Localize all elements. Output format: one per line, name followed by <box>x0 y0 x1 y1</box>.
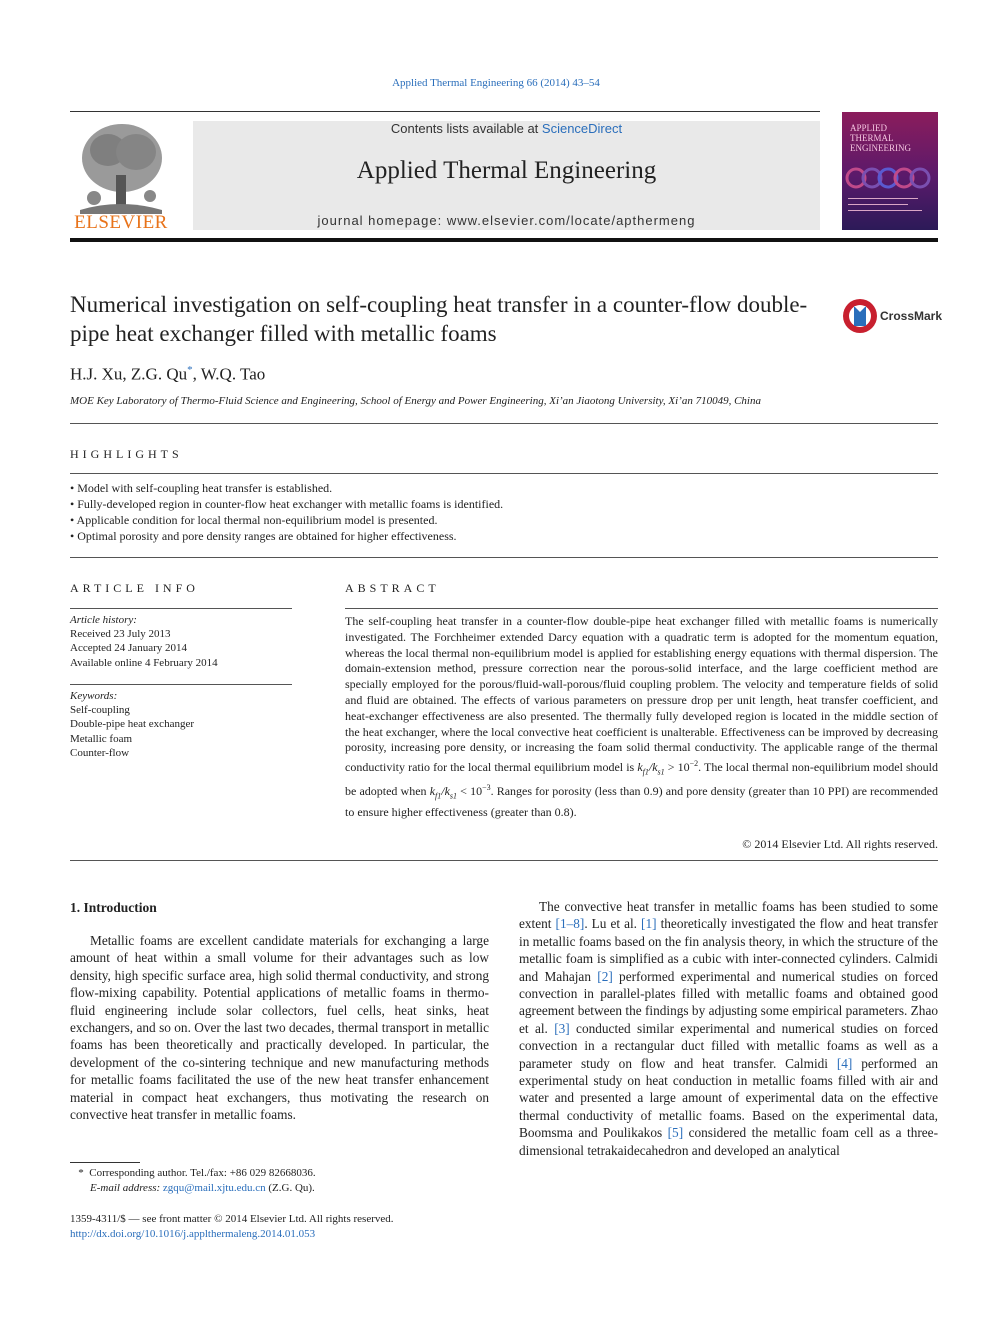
body-text: The convective heat transfer in metallic foams has been studied to some extent <box>519 899 938 932</box>
ratio-k-num-sub: f1 <box>642 767 649 777</box>
ratio-k-den: /k <box>648 760 658 775</box>
abstract-heading: ABSTRACT <box>345 581 440 595</box>
journal-cover-image <box>842 112 938 230</box>
journal-masthead <box>193 121 820 230</box>
article-info-heading: ARTICLE INFO <box>70 581 199 595</box>
email-label: E-mail address: <box>90 1182 163 1194</box>
email-link[interactable]: zgqu@mail.xjtu.edu.cn <box>162 1182 266 1194</box>
journal-name: Applied Thermal Engineering <box>356 157 657 184</box>
footnote-corresponding <box>70 1166 490 1196</box>
ratio-k-num: k <box>429 784 436 799</box>
ratio-k-num-sub: f1 <box>435 791 442 801</box>
body-text: . Lu et al. <box>584 916 642 932</box>
cover-graphic <box>842 112 938 230</box>
sciencedirect-link[interactable]: ScienceDirect <box>541 121 623 136</box>
divider <box>70 423 938 424</box>
cover-title-line: ENGINEERING <box>850 143 911 153</box>
reference-link[interactable]: [5] <box>667 1125 684 1141</box>
ratio-k-den: /k <box>441 784 450 799</box>
intro-paragraph: Metallic foams are excellent candidate materials for exchanging a large amount of heat within a small volume for their advantages such as low density, high specific surface area, high solid thermal conductivity, and strong flow-mixing capability. Potential applications of metallic foams in thermo-fluid engineering include solar collectors, fuel cells, heat sinks, heat exchangers, and so on. Over the last two decades, thermal transport in metallic foams has been theoretically and practically developed. In particular, the development of the co-sintering technique and new manufacturing methods for metallic foams facilitated the use of the new heat transfer enhancement material in compact heat exchangers, thus motivating the research on convective heat transfer in metallic foams. <box>70 933 489 1123</box>
history-received: Received 23 July 2013 <box>70 628 171 641</box>
highlight-text: Fully-developed region in counter-flow heat exchanger with metallic foams is identified. <box>77 497 504 511</box>
highlight-text: Applicable condition for local thermal non-equilibrium model is presented. <box>76 513 438 527</box>
ratio-k-num: k <box>637 760 643 775</box>
body-text: performed an experimental study on heat conduction in metallic foams filled with air and water and presented a large amount of experimental data on the effective thermal conductivity of metallic foams. Based on the experimental data, Boomsma and Poulikakos <box>519 1055 938 1141</box>
intro-right-column <box>519 898 938 1159</box>
intro-left-column <box>70 932 489 1123</box>
divider <box>70 860 938 861</box>
divider <box>70 684 292 685</box>
footnote-star: * <box>78 1167 84 1179</box>
contents-available-line <box>193 121 820 136</box>
highlight-item: • Fully-developed region in counter-flow heat exchanger with metallic foams is identified. <box>70 497 504 511</box>
divider <box>70 557 938 558</box>
highlight-item: • Model with self-coupling heat transfer is established. <box>70 481 333 495</box>
abstract-part: The self-coupling heat transfer in a counter-flow double-pipe heat exchanger filled with metallic foams is numerically investigated. The Forchheimer extended Darcy equation with a quadratic term is adopted for the momentum equation, whereas the local thermal non-equilibrium model is applied for establishing energy equations with thermal dispersion. The domain-extension method, pressure correction near the porous-solid interface, and the large coefficient method are specially employed for the porous/fluid-wall-porous/fluid coupling problem. The velocity and temperature fields of solid and fluid are obtained. The effects of various parameters on pressure drop per unit length, heat transfer coefficient, and heat-exchanger effectiveness are also presented. The thermally fully developed region is located in the middle section of the heat exchanger, where the local convective heat coefficient is unalterable. Effectiveness can be improved by decreasing porosity, increasing pore density, or increasing the foam solid thermal conductivity. The applicable range of the thermal conductivity ratio for the local thermal equilibrium model is <box>345 614 938 775</box>
divider <box>70 473 938 474</box>
footnote-rule <box>70 1162 140 1163</box>
author-list <box>70 364 265 385</box>
affiliation: MOE Key Laboratory of Thermo-Fluid Science and Engineering, School of Energy and Power Engineering, Xi’an Jiaotong University, Xi’an 710049, China <box>70 395 761 407</box>
authors-first: H.J. Xu, Z.G. Qu <box>70 364 188 384</box>
reference-link[interactable]: [1] <box>641 916 657 932</box>
footnote-issn <box>70 1212 570 1242</box>
reference-link[interactable]: [3] <box>554 1020 570 1036</box>
keyword: Double-pipe heat exchanger <box>70 718 194 731</box>
header-rule <box>70 111 820 112</box>
masthead-thick-rule <box>70 238 938 242</box>
email-note <box>70 1181 490 1196</box>
crossmark-label[interactable]: CrossMark <box>880 309 943 323</box>
body-text: considered the metallic foam cell as a three-dimensional tetrakaidecahedron and developed an analytical <box>519 1125 938 1158</box>
body-text: conducted similar experimental and numerical studies on forced convection in a rectangular duct filled with metallic foams as well as a parameter study on flow and heat transfer. Calmidi <box>519 1020 938 1071</box>
ratio-k <box>637 760 665 777</box>
cover-title-line: THERMAL <box>850 133 894 143</box>
divider <box>345 608 938 609</box>
abstract-part: . The local thermal non-equilibrium model should be adopted when <box>345 760 938 799</box>
email-suffix: (Z.G. Qu). <box>265 1182 315 1194</box>
journal-homepage <box>193 213 820 228</box>
elsevier-wordmark: ELSEVIER <box>74 212 168 233</box>
history-label: Article history: <box>70 614 137 626</box>
authors-rest: , W.Q. Tao <box>192 364 266 384</box>
keywords <box>70 689 292 760</box>
intro-paragraph <box>519 898 938 1159</box>
exponent-1: −2 <box>689 759 699 769</box>
contents-prefix: Contents lists available at <box>390 121 542 136</box>
corresponding-author-marker[interactable]: * <box>187 364 193 376</box>
history-accepted: Accepted 24 January 2014 <box>70 642 187 655</box>
reference-link[interactable]: [2] <box>597 968 613 984</box>
doi-link[interactable]: http://dx.doi.org/10.1016/j.applthermaleng.2014.01.053 <box>70 1228 316 1240</box>
highlight-text: Model with self-coupling heat transfer is established. <box>77 481 333 495</box>
footnote-text: Corresponding author. Tel./fax: +86 029 82668036. <box>89 1167 316 1179</box>
body-text: theoretically investigated the flow and heat transfer in metallic foams based on the fin analysis theory, in which the structure of the metallic foam is simplified as a cubic with inter-connected cylinders. Calmidi and Mahajan <box>519 916 938 984</box>
ratio-k <box>429 784 458 801</box>
highlights-list <box>70 480 938 544</box>
abstract-part: . Ranges for porosity (less than 0.9) and pore density (greater than 10 PPI) are recommended to ensure higher effectiveness (greater than 0.8). <box>345 784 938 819</box>
section-heading-introduction: 1. Introduction <box>70 900 157 915</box>
corresponding-author-note <box>70 1166 490 1181</box>
highlights-heading: HIGHLIGHTS <box>70 447 183 461</box>
cover-title-line: APPLIED <box>850 123 888 133</box>
body-text: performed experimental and numerical studies on forced convection in parallel-plates filled with metallic foams and obtained good agreement between the findings by adjusting some empirical parameters. Zhao et al. <box>519 968 938 1036</box>
reference-link[interactable]: [4] <box>836 1055 853 1071</box>
condition-2: < 10 <box>457 784 483 799</box>
keyword: Self-coupling <box>70 704 130 717</box>
history-online: Available online 4 February 2014 <box>70 656 218 669</box>
ratio-k-den-sub: s1 <box>657 767 665 777</box>
divider <box>70 608 292 609</box>
reference-link[interactable]: [1–8] <box>555 916 585 932</box>
highlight-item: • Optimal porosity and pore density ranges are obtained for higher effectiveness. <box>70 529 457 543</box>
keyword: Metallic foam <box>70 732 133 745</box>
abstract-text <box>345 614 938 820</box>
article-history <box>70 613 292 670</box>
highlight-item: • Applicable condition for local thermal non-equilibrium model is presented. <box>70 513 438 527</box>
abstract-copyright: © 2014 Elsevier Ltd. All rights reserved. <box>742 837 938 851</box>
ratio-k-den-sub: s1 <box>449 791 458 801</box>
condition-1: > 10 <box>664 760 690 775</box>
exponent-2: −3 <box>482 783 491 793</box>
journal-citation[interactable]: Applied Thermal Engineering 66 (2014) 43–54 <box>392 77 600 89</box>
highlight-text: Optimal porosity and pore density ranges are obtained for higher effectiveness. <box>77 529 457 543</box>
homepage-prefix: journal homepage: <box>317 213 447 228</box>
homepage-url[interactable]: www.elsevier.com/locate/apthermeng <box>446 213 696 228</box>
keywords-label: Keywords: <box>70 690 118 702</box>
article-title: Numerical investigation on self-coupling heat transfer in a counter-flow double-pipe heat exchanger filled with metallic foams <box>70 292 808 346</box>
issn-line: 1359-4311/$ — see front matter © 2014 Elsevier Ltd. All rights reserved. <box>70 1213 394 1225</box>
keyword: Counter-flow <box>70 746 130 759</box>
